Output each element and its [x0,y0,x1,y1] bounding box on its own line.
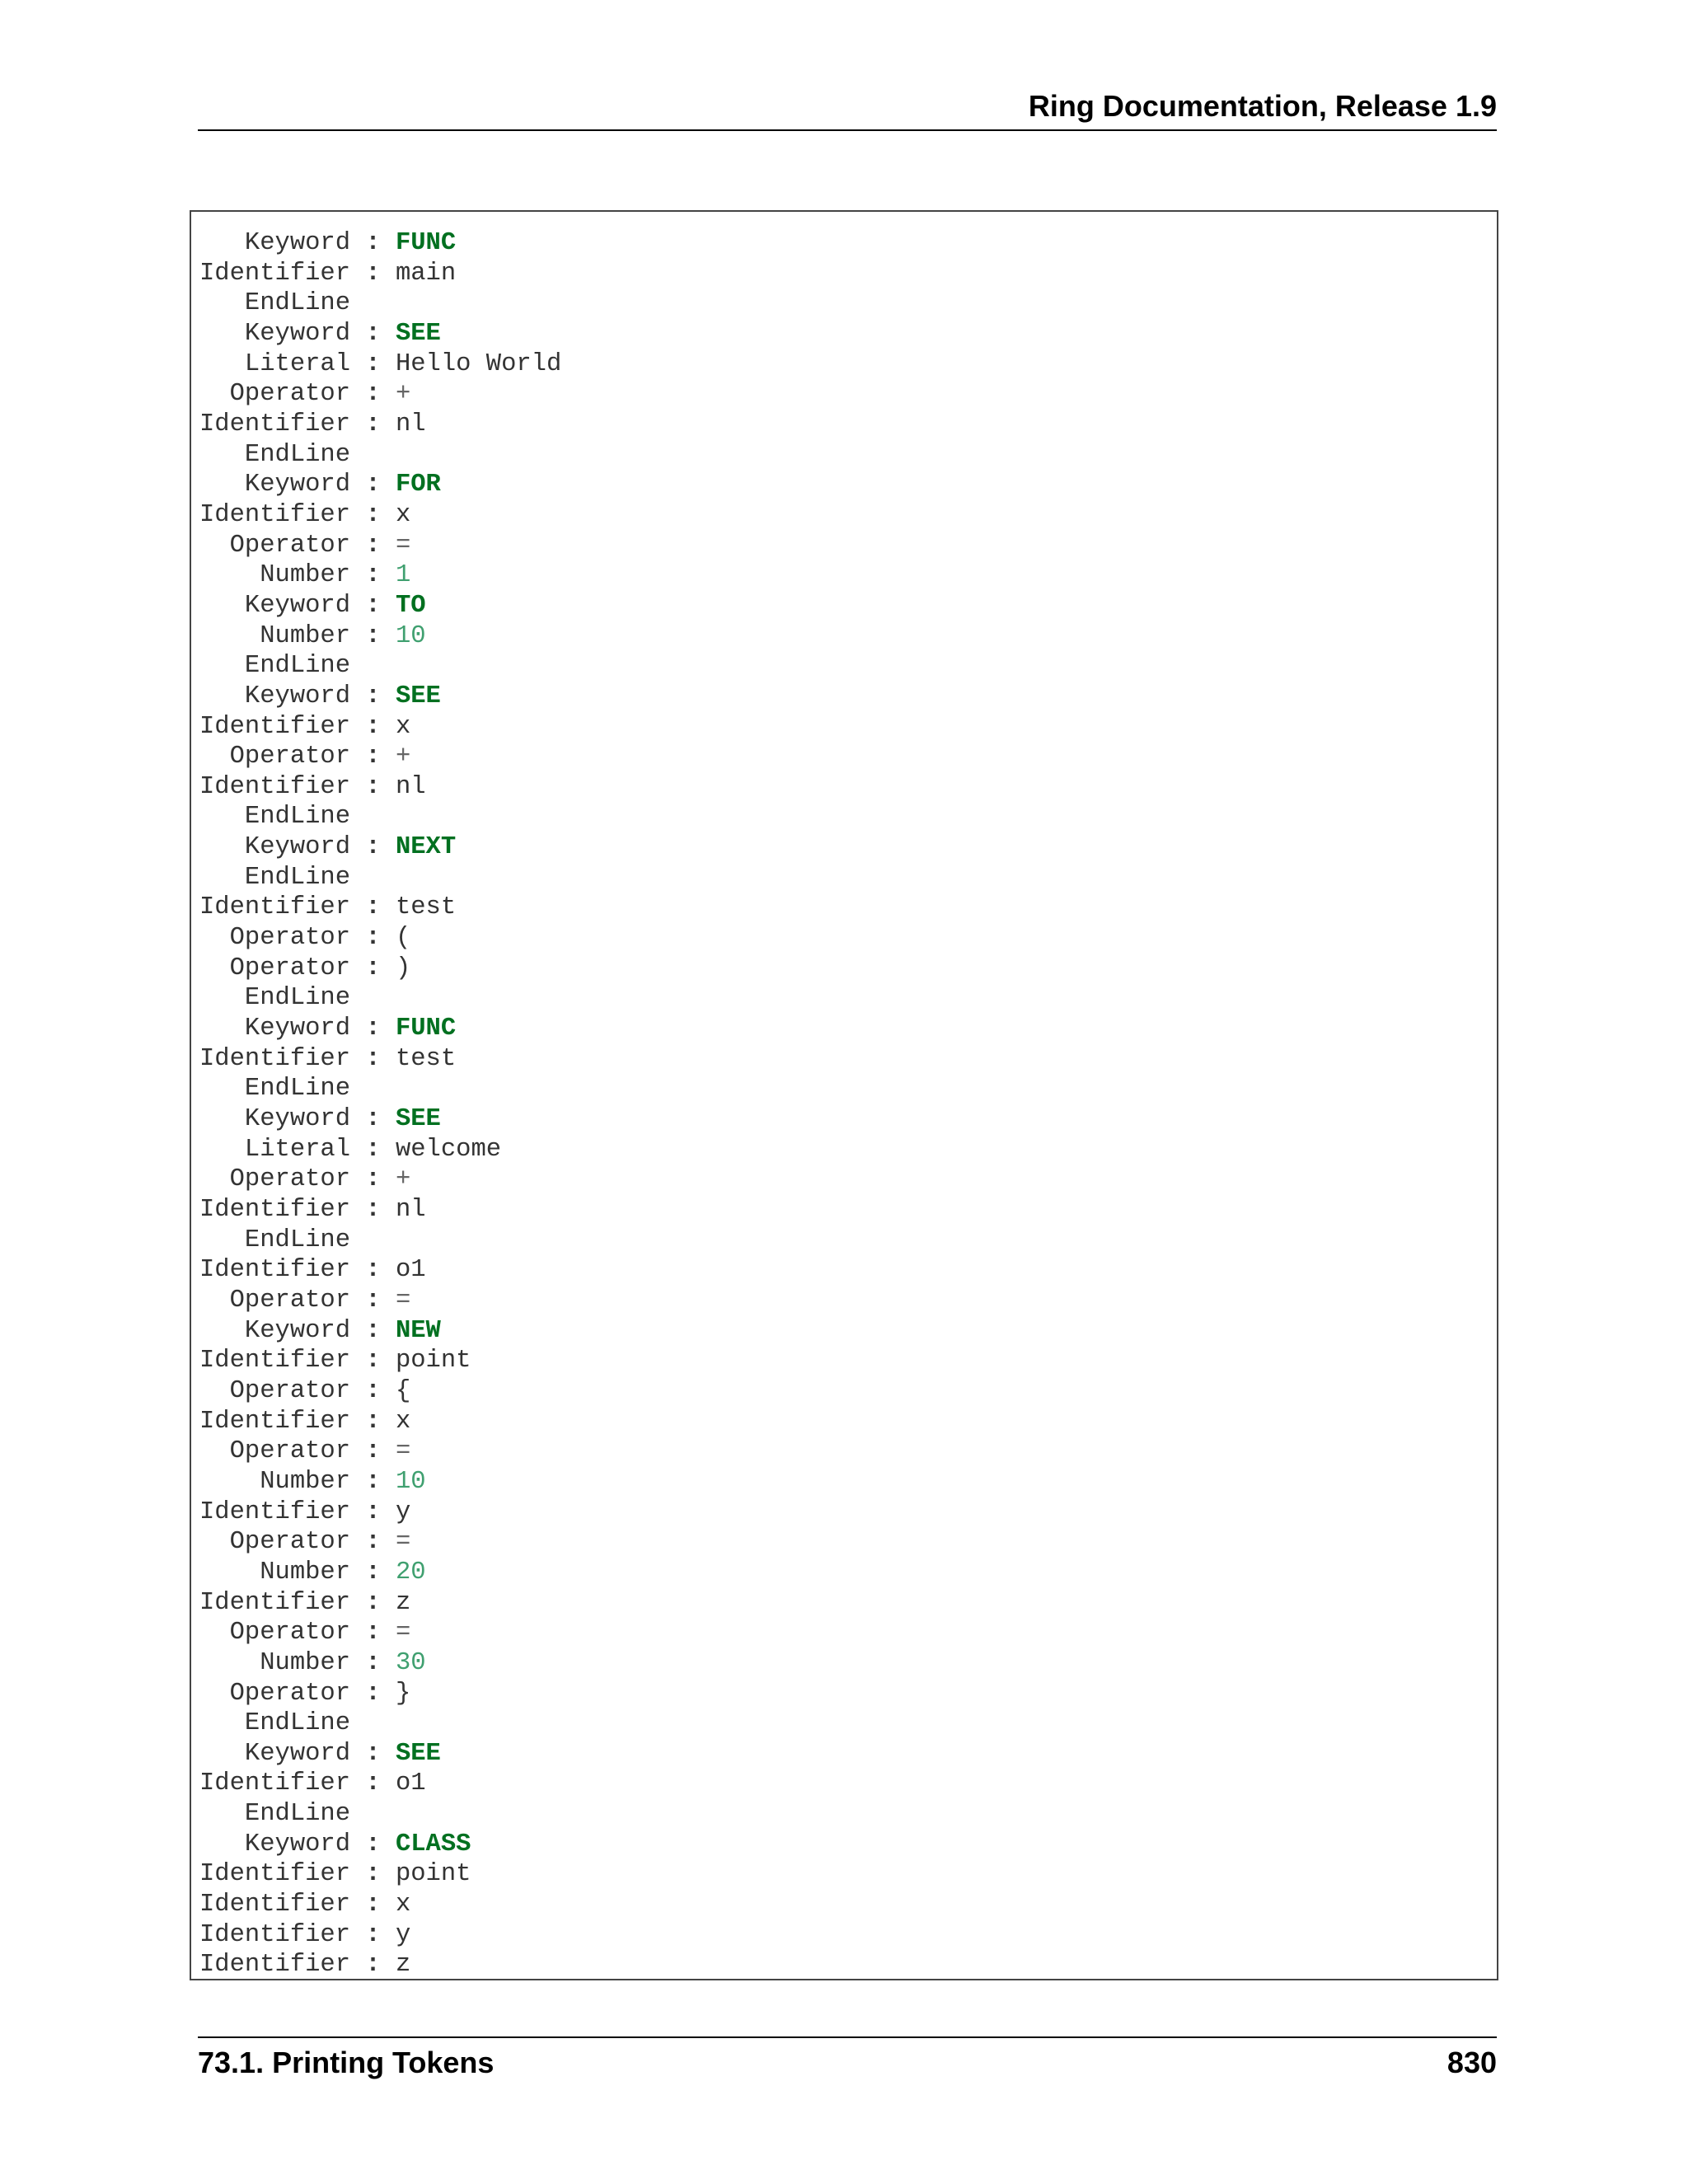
token-line [199,832,561,863]
token-type-label: Operator [199,924,351,953]
token-value: FOR [395,471,441,499]
token-separator: : [350,1105,396,1134]
token-separator: : [350,1135,396,1164]
token-value: FUNC [395,229,457,257]
token-listing [199,228,561,1980]
token-value: test [395,1044,457,1073]
token-separator: : [350,1376,396,1405]
token-separator: : [350,1407,396,1436]
token-line [199,742,561,772]
token-line [199,983,561,1014]
token-line [199,1226,561,1256]
token-type-label: Number [199,621,351,650]
header-divider [198,129,1497,131]
token-separator: : [350,561,396,590]
token-line [199,1708,561,1739]
token-value: + [395,743,411,771]
token-value: main [395,259,457,288]
token-line [199,410,561,440]
token-type-label: Identifier [199,893,351,922]
token-line [199,560,561,591]
token-line [199,1648,561,1679]
token-type-label: Identifier [199,1347,351,1376]
token-value: y [395,1497,411,1526]
footer-page-number: 830 [1447,2046,1497,2079]
token-separator: : [350,1558,396,1586]
token-line [199,1799,561,1830]
token-type-label: Identifier [199,1256,351,1285]
token-separator: : [350,954,396,982]
token-type-label: Operator [199,1679,351,1708]
token-type-label: Operator [199,1376,351,1405]
token-line [199,349,561,380]
token-separator: : [350,1891,396,1919]
token-line [199,440,561,471]
token-type-label: Identifier [199,1407,351,1436]
token-type-label: Keyword [199,1739,351,1768]
token-separator: : [350,682,396,710]
token-type-label: EndLine [199,1709,351,1738]
token-value: 30 [395,1648,426,1677]
token-type-label: Identifier [199,1860,351,1889]
token-separator: : [350,319,396,348]
token-type-label: Identifier [199,1920,351,1949]
token-line [199,1195,561,1226]
token-value: x [395,1407,411,1436]
token-separator: : [350,1437,396,1466]
token-line [199,1436,561,1467]
token-type-label: Keyword [199,229,351,257]
token-line [199,1679,561,1709]
token-type-label: Operator [199,380,351,409]
token-type-label: Keyword [199,682,351,710]
token-separator: : [350,1015,396,1043]
token-value: o1 [395,1769,426,1798]
token-value: point [395,1347,471,1376]
token-value: NEW [395,1316,441,1345]
token-type-label: Literal [199,1135,351,1164]
token-type-label: EndLine [199,803,351,832]
token-value: y [395,1920,411,1949]
token-value: } [395,1679,411,1708]
token-line [199,1588,561,1619]
token-type-label: Literal [199,349,351,378]
token-line [199,621,561,652]
token-line [199,1014,561,1044]
token-type-label: EndLine [199,652,351,681]
token-type-label: Operator [199,1286,351,1315]
token-line [199,954,561,984]
token-type-label: Identifier [199,1951,351,1980]
token-value: + [395,1165,411,1194]
token-type-label: Identifier [199,1044,351,1073]
token-type-label: Identifier [199,1769,351,1798]
token-value: SEE [395,1739,441,1768]
token-separator: : [350,772,396,801]
token-line [199,893,561,923]
token-separator: : [350,349,396,378]
token-separator: : [350,410,396,438]
token-value: 10 [395,1467,426,1496]
footer-section-title: 73.1. Printing Tokens [198,2046,495,2079]
token-line [199,591,561,621]
token-separator: : [350,1648,396,1677]
token-separator: : [350,712,396,741]
token-separator: : [350,1467,396,1496]
token-value: nl [395,772,426,801]
token-value: { [395,1376,411,1405]
token-line [199,500,561,531]
token-line [199,802,561,832]
token-line [199,1859,561,1890]
token-line [199,319,561,349]
token-type-label: Operator [199,1437,351,1466]
token-line [199,1950,561,1980]
token-separator: : [350,259,396,288]
token-separator: : [350,1679,396,1708]
token-value: = [395,1437,411,1466]
token-type-label: Identifier [199,772,351,801]
token-type-label: EndLine [199,1226,351,1254]
token-separator: : [350,1165,396,1194]
token-separator: : [350,380,396,409]
token-separator: : [350,924,396,953]
page-header-title: Ring Documentation, Release 1.9 [1028,89,1497,123]
token-type-label: EndLine [199,440,351,469]
token-value: 20 [395,1558,426,1586]
token-separator: : [350,1196,396,1224]
token-line [199,1346,561,1376]
token-type-label: Keyword [199,319,351,348]
token-line [199,1316,561,1347]
token-line [199,1527,561,1558]
token-type-label: Identifier [199,1196,351,1224]
token-type-label: Identifier [199,712,351,741]
token-line [199,1104,561,1135]
token-separator: : [350,531,396,560]
token-separator: : [350,1739,396,1768]
token-type-label: Operator [199,1165,351,1194]
token-value: o1 [395,1256,426,1285]
token-separator: : [350,1920,396,1949]
token-value: CLASS [395,1830,471,1858]
token-line [199,1407,561,1437]
token-line [199,288,561,319]
token-value: ( [395,924,411,953]
token-value: nl [395,1196,426,1224]
token-line [199,1165,561,1195]
token-line [199,863,561,893]
token-line [199,1558,561,1588]
token-line [199,1618,561,1648]
token-value: ) [395,954,411,982]
token-type-label: Identifier [199,1497,351,1526]
token-type-label: Identifier [199,1588,351,1617]
token-type-label: Keyword [199,1105,351,1134]
token-line [199,379,561,410]
token-type-label: Operator [199,1528,351,1557]
token-value: 1 [395,561,411,590]
token-separator: : [350,471,396,499]
token-separator: : [350,1286,396,1315]
token-type-label: Operator [199,1619,351,1647]
token-type-label: Identifier [199,500,351,529]
token-line [199,1769,561,1799]
token-type-label: Keyword [199,1316,351,1345]
token-separator: : [350,1528,396,1557]
token-separator: : [350,1830,396,1858]
token-type-label: EndLine [199,289,351,318]
token-line [199,651,561,682]
token-line [199,1044,561,1075]
token-separator: : [350,1497,396,1526]
token-separator: : [350,833,396,862]
token-line [199,712,561,743]
token-type-label: EndLine [199,863,351,892]
token-value: point [395,1860,471,1889]
token-separator: : [350,1951,396,1980]
token-value: x [395,500,411,529]
token-value: = [395,1286,411,1315]
token-type-label: EndLine [199,984,351,1013]
token-line [199,228,561,259]
token-separator: : [350,1588,396,1617]
token-type-label: Number [199,1558,351,1586]
token-separator: : [350,1044,396,1073]
token-type-label: Number [199,1648,351,1677]
token-separator: : [350,1769,396,1798]
token-value: FUNC [395,1015,457,1043]
token-separator: : [350,621,396,650]
token-separator: : [350,1316,396,1345]
token-type-label: Keyword [199,591,351,620]
token-type-label: Operator [199,743,351,771]
token-type-label: Identifier [199,259,351,288]
token-value: test [395,893,457,922]
token-line [199,1497,561,1528]
token-value: NEXT [395,833,457,862]
token-line [199,470,561,500]
token-value: nl [395,410,426,438]
token-type-label: Operator [199,954,351,982]
token-type-label: Keyword [199,471,351,499]
token-line [199,923,561,954]
token-separator: : [350,1256,396,1285]
token-separator: : [350,743,396,771]
token-value: Hello World [395,349,562,378]
token-type-label: Identifier [199,1891,351,1919]
token-line [199,1890,561,1920]
token-value: z [395,1951,411,1980]
token-value: + [395,380,411,409]
token-separator: : [350,893,396,922]
token-type-label: Number [199,1467,351,1496]
token-type-label: Operator [199,531,351,560]
token-value: 10 [395,621,426,650]
token-line [199,1135,561,1165]
token-separator: : [350,229,396,257]
token-line [199,1286,561,1316]
token-value: TO [395,591,426,620]
token-value: z [395,1588,411,1617]
token-separator: : [350,591,396,620]
token-line [199,1074,561,1104]
token-type-label: Keyword [199,1830,351,1858]
token-line [199,1255,561,1286]
token-separator: : [350,1619,396,1647]
token-value: SEE [395,682,441,710]
footer-divider [198,2036,1497,2038]
token-value: welcome [395,1135,502,1164]
token-line [199,682,561,712]
code-block [190,210,1498,1980]
token-value: x [395,1891,411,1919]
token-line [199,259,561,289]
token-type-label: Identifier [199,410,351,438]
token-line [199,1830,561,1860]
token-separator: : [350,1860,396,1889]
token-type-label: Keyword [199,833,351,862]
token-type-label: Keyword [199,1015,351,1043]
token-line [199,1920,561,1951]
token-type-label: EndLine [199,1075,351,1104]
token-value: x [395,712,411,741]
token-line [199,1376,561,1407]
token-type-label: EndLine [199,1800,351,1829]
token-value: = [395,1619,411,1647]
token-value: SEE [395,1105,441,1134]
token-value: = [395,531,411,560]
token-separator: : [350,1347,396,1376]
token-separator: : [350,500,396,529]
token-line [199,1467,561,1497]
token-line [199,531,561,561]
token-value: = [395,1528,411,1557]
token-line [199,1739,561,1769]
token-value: SEE [395,319,441,348]
token-type-label: Number [199,561,351,590]
token-line [199,772,561,803]
